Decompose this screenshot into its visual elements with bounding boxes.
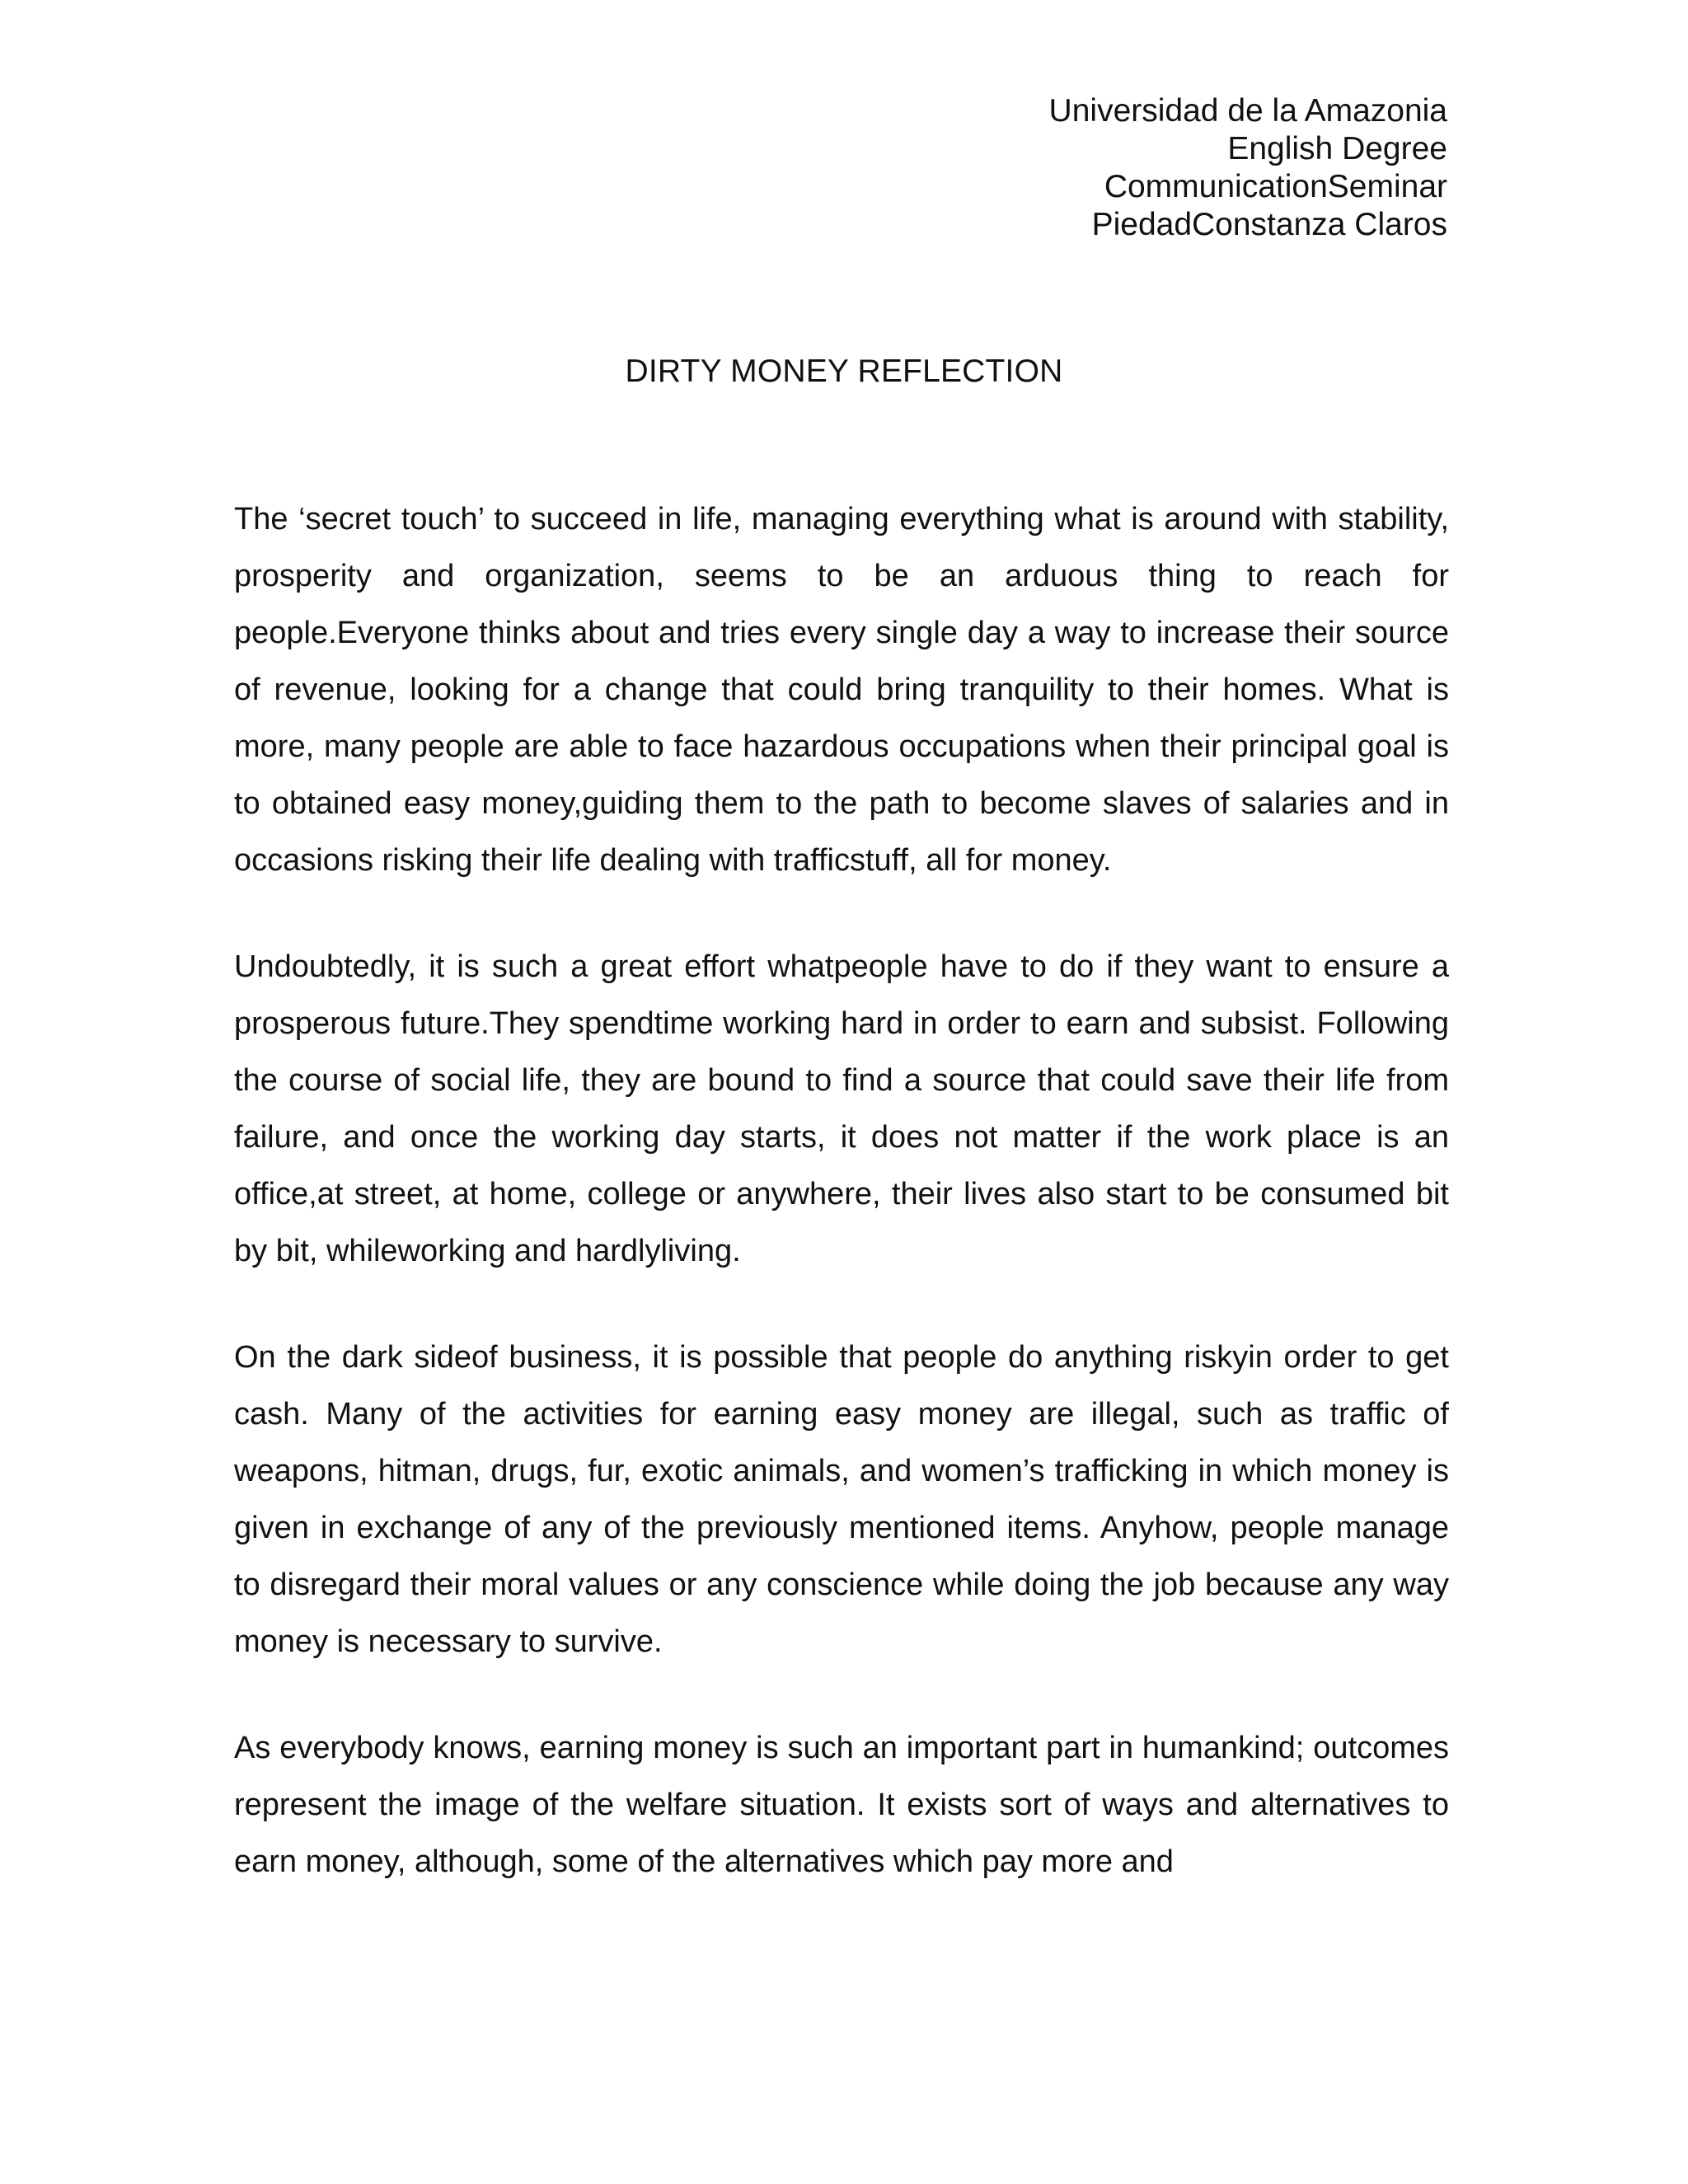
document-body — [234, 491, 1449, 1891]
institution-name: Universidad de la Amazonia — [1048, 93, 1447, 129]
paragraph-1: The ‘secret touch’ to succeed in life, managing everything what is around with stability, prosperity and organization, seems to be an arduous thing to reach for people.Everyone thinks about and tries every single day a way to increase their source of revenue, looking for a change that could bring tranquility to their homes. What is more, many people are able to face hazardous occupations when their principal goal is to obtained easy money,guiding them to the path to become slaves of salaries and in occasions risking their life dealing with trafficstuff, all for money. — [234, 502, 1449, 878]
paragraph-2: Undoubtedly, it is such a great effort whatpeople have to do if they want to ensure a prosperous future.They spendtime working hard in order to earn and subsist. Following the course of social life, they are bound to find a source that could save their life from failure, and once the working day starts, it does not matter if the work place is an office,at street, at home, college or anywhere, their lives also start to be consumed bit by bit, whileworking and hardlyliving. — [234, 949, 1449, 1268]
course-name: CommunicationSeminar — [1104, 169, 1447, 204]
author-name: PiedadConstanza Claros — [1091, 207, 1447, 242]
paragraph-3: On the dark sideof business, it is possible that people do anything riskyin order to get cash. Many of the activities for earning easy money are illegal, such as traffic of weapons, hitman, drugs, fur, exotic animals, and women’s trafficking in which money is given in exchange of any of the previously mentioned items. Anyhow, people manage to disregard their moral values or any conscience while doing the job because any way money is necessary to survive. — [234, 1340, 1449, 1659]
paragraph-4: As everybody knows, earning money is such an important part in humankind; outcomes represent the image of the welfare situation. It exists sort of ways and alternatives to earn money, although, some of the alternatives which pay more and — [234, 1731, 1449, 1879]
program-name: English Degree — [1227, 131, 1447, 166]
document-title: DIRTY MONEY REFLECTION — [625, 354, 1063, 389]
header-block — [706, 92, 1447, 244]
